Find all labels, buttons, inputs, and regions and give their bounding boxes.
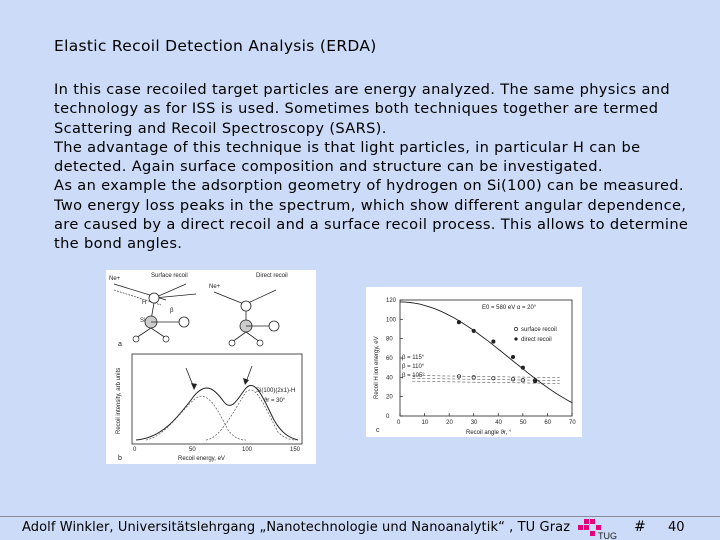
body-line: are caused by a direct recoil and a surface recoil process. This allows to determine xyxy=(54,216,689,234)
panel-b-label: b xyxy=(118,455,122,462)
surface-recoil-label: Surface recoil xyxy=(151,273,188,279)
slide-footer xyxy=(0,516,720,540)
y-tick-label: 20 xyxy=(386,394,393,401)
legend-surface-recoil: surface recoil xyxy=(521,327,557,333)
xtick: 0 xyxy=(133,447,137,453)
x-tick-label: 60 xyxy=(544,420,552,426)
body-line: Two energy loss peaks in the spectrum, which show different angular dependence, xyxy=(54,196,687,214)
plot-frame xyxy=(400,300,572,416)
ion-label-direct: Ne+ xyxy=(209,284,221,290)
xtick: 50 xyxy=(189,447,196,453)
recoil-angle-label: ϑr = 30° xyxy=(264,398,286,404)
direct-recoil-curve xyxy=(400,302,572,403)
y-tick-label: 120 xyxy=(386,298,397,304)
slide-number: 40 xyxy=(668,520,685,535)
figure-recoil-energy-chart xyxy=(366,287,582,437)
direct-recoil-point xyxy=(472,329,475,332)
direct-recoil-point xyxy=(521,366,524,369)
ion-label: Ne+ xyxy=(109,276,121,282)
si-atom-label: Si xyxy=(140,318,146,324)
x-tick-label: 50 xyxy=(519,420,527,426)
direct-recoil-label: Direct recoil xyxy=(256,273,288,279)
spectrum-ylabel: Recoil intensity, arb units xyxy=(116,367,122,434)
chart-xlabel: Recoil angle ϑr, ° xyxy=(466,430,512,436)
y-tick-label: 0 xyxy=(386,414,390,420)
body-line: the bond angles. xyxy=(54,235,183,253)
x-tick-label: 70 xyxy=(569,420,576,426)
body-line: technology as for ISS is used. Sometimes both techniques together are termed xyxy=(54,100,659,118)
beta-label-105: β = 105° xyxy=(402,373,425,379)
slide-title: Elastic Recoil Detection Analysis (ERDA) xyxy=(54,37,377,55)
slide-number-symbol: # xyxy=(634,519,646,535)
panel-c-label: c xyxy=(376,427,380,434)
direct-recoil-point xyxy=(457,321,460,324)
direct-recoil-point xyxy=(533,380,536,383)
sample-label: Si(100)(2x1)-H xyxy=(256,388,296,394)
svg-text:TUG: TUG xyxy=(598,531,617,540)
surface-recoil-curve xyxy=(412,381,559,383)
x-tick-label: 20 xyxy=(446,420,453,426)
body-line: As an example the adsorption geometry of hydrogen on Si(100) can be measured. xyxy=(54,177,684,195)
figure-recoil-geometry-spectrum xyxy=(106,270,316,464)
legend-direct-recoil: direct recoil xyxy=(521,337,552,343)
x-tick-label: 10 xyxy=(421,420,429,426)
tug-logo-icon xyxy=(578,517,618,540)
spectrum-xlabel: Recoil energy, eV xyxy=(178,456,225,462)
energy-label: E0 = 580 eV α = 20° xyxy=(482,305,537,311)
direct-recoil-point xyxy=(511,355,514,358)
body-line: detected. Again surface composition and structure can be investigated. xyxy=(54,158,603,176)
y-tick-label: 60 xyxy=(386,356,393,362)
xtick: 100 xyxy=(242,447,253,453)
x-tick-label: 40 xyxy=(495,420,502,426)
y-tick-label: 80 xyxy=(386,336,393,343)
surface-recoil-curve xyxy=(412,375,559,377)
chart-ylabel: Recoil H ion energy, eV xyxy=(374,336,380,399)
surface-recoil-curve xyxy=(412,378,559,380)
surface-recoil-point xyxy=(511,378,514,381)
footer-citation: Adolf Winkler, Universitätslehrgang „Nanotechnologie und Nanoanalytik“ , TU Graz xyxy=(22,520,571,535)
xtick: 150 xyxy=(290,447,301,453)
x-tick-label: 30 xyxy=(470,420,478,426)
beta-label-115: β = 115° xyxy=(402,355,425,361)
beta-label: β xyxy=(170,308,174,314)
body-line: The advantage of this technique is that light particles, in particular H can be xyxy=(54,138,641,156)
body-line: Scattering and Recoil Spectroscopy (SARS). xyxy=(54,119,387,137)
x-tick-label: 0 xyxy=(397,420,401,426)
beta-label-110: β = 110° xyxy=(402,364,425,370)
direct-recoil-point xyxy=(492,340,495,343)
y-tick-label: 100 xyxy=(386,317,397,324)
h-atom-label: H xyxy=(142,300,147,306)
y-tick-label: 40 xyxy=(386,375,393,382)
panel-a-label: a xyxy=(118,341,122,348)
body-line: In this case recoiled target particles are energy analyzed. The same physics and xyxy=(54,81,670,98)
slide-body xyxy=(54,80,694,254)
